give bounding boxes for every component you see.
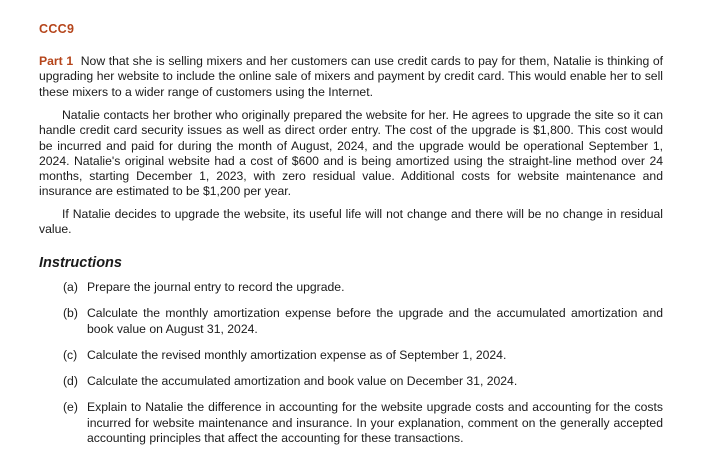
instruction-text: Calculate the accumulated amortization and book value on December 31, 2024. — [87, 374, 518, 389]
instruction-letter: (b) — [63, 306, 78, 321]
paragraph-useful-life-text: If Natalie decides to upgrade the website, its useful life will not change and there will be no change in residual value. — [39, 207, 663, 237]
instruction-text: Prepare the journal entry to record the upgrade. — [87, 280, 345, 294]
instruction-item-c — [63, 348, 663, 363]
instruction-letter: (c) — [63, 347, 78, 362]
instruction-item-e — [63, 400, 663, 446]
paragraph-intro-text: Now that she is selling mixers and her customers can use credit cards to pay for them, Natalie is thinking of upgrading her website to include the online sale of mixers and payment by credit card. This would enable her to sell these mixers to a wider range of customers using the Internet. — [39, 54, 664, 99]
paragraph-upgrade-details — [39, 108, 663, 200]
instruction-text: Calculate the revised monthly amortization expense as of September 1, 2024. — [87, 347, 507, 362]
instruction-letter: (e) — [63, 400, 78, 415]
instruction-item-b — [63, 306, 663, 337]
instruction-text: Calculate the monthly amortization expense before the upgrade and the accumulated amortization and book value on August 31, 2024. — [87, 306, 663, 336]
paragraph-intro — [39, 54, 663, 100]
instruction-letter: (a) — [63, 280, 78, 294]
paragraph-upgrade-text: Natalie contacts her brother who originally prepared the website for her. He agrees to upgrade the site so it can handle credit card security issues as well as direct order entry. The cost of the upgrade is $1,800. This cost would be incurred and paid for during the month of August, 2024, and the upgrade would be operational September 1, 2024. Natalie's original website had a cost of $600 and is being amortized using the straight-line method over 24 months, starting December 1, 2023, with zero residual value. Additional costs for website maintenance and insurance are estimated to be $1,200 per year. — [39, 108, 663, 199]
instruction-item-d — [63, 374, 663, 389]
instruction-text: Explain to Natalie the difference in accounting for the website upgrade costs and accounting for the costs incurred for website maintenance and insurance. In your explanation, comment on the generally accepted accounting principles that affect the accounting for these transactions. — [87, 400, 663, 446]
instructions-list — [63, 280, 663, 457]
paragraph-useful-life — [39, 207, 663, 238]
instructions-heading: Instructions — [39, 255, 122, 271]
instruction-item-a — [63, 280, 663, 295]
part-label: Part 1 — [39, 54, 74, 68]
instruction-letter: (d) — [63, 374, 78, 389]
case-code: CCC9 — [39, 22, 75, 36]
